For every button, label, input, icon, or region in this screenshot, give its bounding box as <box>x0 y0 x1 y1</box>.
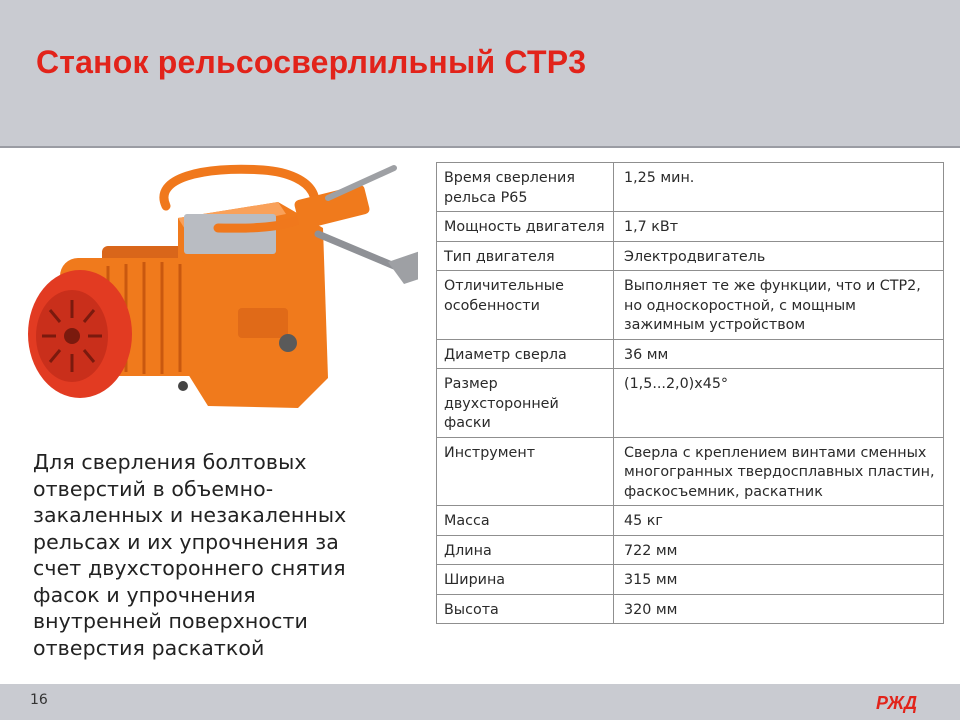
table-row <box>437 437 944 506</box>
specifications-table <box>436 162 944 624</box>
spec-label: Отличительные особенности <box>437 271 614 340</box>
table-row <box>437 369 944 438</box>
machine-description: Для сверления болтовых отверстий в объемно-закаленных и незакаленных рельсах и их упрочнения за счет двухстороннего снятия фасок и упрочнения внутренней поверхности отверстия раскаткой <box>33 450 347 660</box>
spec-value: Выполняет те же функции, что и СТР2, но односкоростной, с мощным зажимным устройством <box>614 271 944 340</box>
logo-text: РЖД <box>876 693 918 713</box>
spec-label: Инструмент <box>437 437 614 506</box>
rzd-logo-icon <box>872 688 926 716</box>
spec-value: 722 мм <box>614 535 944 565</box>
spec-value: Электродвигатель <box>614 241 944 271</box>
table-row <box>437 565 944 595</box>
spec-value: 320 мм <box>614 594 944 624</box>
spec-value: 45 кг <box>614 506 944 536</box>
spec-label: Тип двигателя <box>437 241 614 271</box>
spec-label: Масса <box>437 506 614 536</box>
table-row <box>437 271 944 340</box>
spec-value: 36 мм <box>614 339 944 369</box>
spec-label: Высота <box>437 594 614 624</box>
spec-label: Размер двухсторонней фаски <box>437 369 614 438</box>
table-row <box>437 506 944 536</box>
spec-label: Ширина <box>437 565 614 595</box>
spec-label: Диаметр сверла <box>437 339 614 369</box>
table-row <box>437 594 944 624</box>
table-row <box>437 535 944 565</box>
spec-label: Время сверления рельса Р65 <box>437 163 614 212</box>
spec-value: 315 мм <box>614 565 944 595</box>
table-row <box>437 212 944 242</box>
table-row <box>437 339 944 369</box>
table-row <box>437 163 944 212</box>
table-row <box>437 241 944 271</box>
rail-drilling-machine-illustration <box>28 158 418 420</box>
slide-footer <box>0 684 960 720</box>
spec-label: Мощность двигателя <box>437 212 614 242</box>
spec-value: 1,25 мин. <box>614 163 944 212</box>
spec-value: (1,5...2,0)х45° <box>614 369 944 438</box>
header-divider <box>0 146 960 148</box>
spec-value: Сверла с креплением винтами сменных многогранных твердосплавных пластин, фаскосъемник, раскатник <box>614 437 944 506</box>
spec-label: Длина <box>437 535 614 565</box>
slide-title: Станок рельсосверлильный СТР3 <box>36 44 587 80</box>
page-number: 16 <box>30 692 48 708</box>
spec-value: 1,7 кВт <box>614 212 944 242</box>
